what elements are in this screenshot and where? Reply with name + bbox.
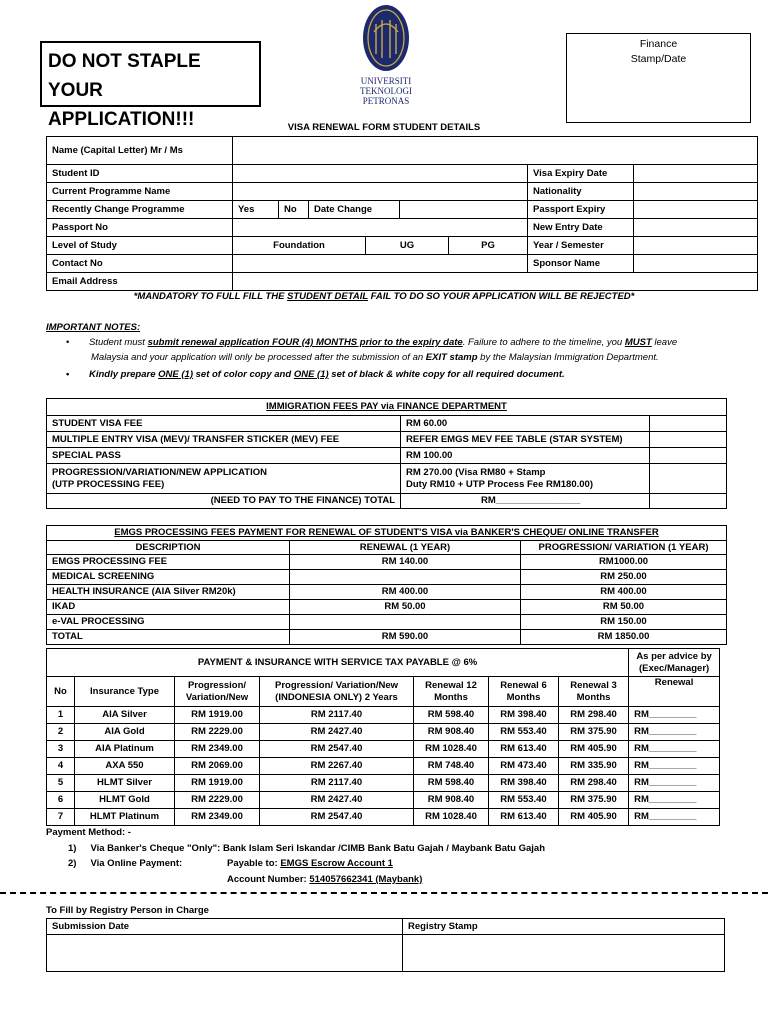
emgs-header: DESCRIPTION <box>47 541 290 555</box>
student-id-input[interactable] <box>233 165 528 183</box>
sponsor-input[interactable] <box>634 255 758 273</box>
emgs-cell: MEDICAL SCREENING <box>47 570 290 585</box>
insurance-cell: AIA Platinum <box>75 741 175 758</box>
fee-check-input[interactable] <box>650 448 727 464</box>
insurance-cell: RM 2117.40 <box>260 775 414 792</box>
advice-line-2: (Exec/Manager) <box>638 662 710 674</box>
header-line: Progression/ Variation/New <box>274 679 398 691</box>
level-label: Level of Study <box>47 237 233 255</box>
insurance-cell: 7 <box>47 809 75 826</box>
payment-method-2 <box>68 858 182 869</box>
note-1-part-b: . Failure to adhere to the timeline, you <box>462 337 625 348</box>
immigration-title: IMMIGRATION FEES PAY via FINANCE DEPARTMENT <box>266 401 507 413</box>
note-2-part-b: set of color copy and <box>192 369 294 380</box>
emgs-cell: RM 1850.00 <box>521 630 727 645</box>
emgs-cell: RM 50.00 <box>521 600 727 615</box>
submission-date-input[interactable] <box>47 935 403 972</box>
insurance-cell: 2 <box>47 724 75 741</box>
recent-change-label: Recently Change Programme <box>47 201 233 219</box>
form-title: VISA RENEWAL FORM STUDENT DETAILS <box>287 122 481 133</box>
insurance-cell: RM 2349.00 <box>175 809 260 826</box>
insurance-header <box>489 677 559 707</box>
insurance-header <box>414 677 489 707</box>
progression-value-line-1: RM 270.00 (Visa RM80 + Stamp <box>406 466 546 478</box>
insurance-cell: 4 <box>47 758 75 775</box>
insurance-row <box>47 792 720 809</box>
emgs-cell: RM 590.00 <box>290 630 521 645</box>
insurance-cell: RM 908.40 <box>414 724 489 741</box>
renewal-input[interactable]: RM_________ <box>629 792 720 809</box>
account-label: Account Number: <box>227 874 310 885</box>
utp-emblem-icon <box>360 2 412 74</box>
fee-check-input[interactable] <box>650 464 727 494</box>
note-1-must: MUST <box>624 337 652 348</box>
registry-stamp-input[interactable] <box>403 935 725 972</box>
method-2-number: 2) <box>68 858 77 869</box>
progression-fee-value <box>401 464 650 494</box>
header-line: Progression/ <box>187 679 247 691</box>
note-1-part-c: leave <box>651 337 678 348</box>
insurance-row <box>47 775 720 792</box>
insurance-cell: RM 298.40 <box>559 707 629 724</box>
renewal-input[interactable]: RM_________ <box>629 707 720 724</box>
note-2-one-a: ONE (1) <box>158 369 193 380</box>
insurance-cell: RM 748.40 <box>414 758 489 775</box>
insurance-header <box>175 677 260 707</box>
emgs-cell: TOTAL <box>47 630 290 645</box>
header-line: Renewal 3 <box>570 679 617 691</box>
insurance-row <box>47 724 720 741</box>
insurance-cell: RM 375.90 <box>559 792 629 809</box>
email-input[interactable] <box>233 273 758 291</box>
insurance-row <box>47 741 720 758</box>
insurance-row <box>47 809 720 826</box>
insurance-cell: RM 298.40 <box>559 775 629 792</box>
immigration-total-label: (NEED TO PAY TO THE FINANCE) TOTAL <box>47 494 401 509</box>
insurance-cell: 5 <box>47 775 75 792</box>
insurance-header <box>260 677 414 707</box>
insurance-cell: RM 2229.00 <box>175 724 260 741</box>
insurance-cell: RM 2547.40 <box>260 809 414 826</box>
header-line: Variation/New <box>185 691 249 703</box>
insurance-cell: HLMT Platinum <box>75 809 175 826</box>
fee-value: RM 100.00 <box>401 448 650 464</box>
emgs-cell: RM 50.00 <box>290 600 521 615</box>
pg-option[interactable]: PG <box>449 237 528 255</box>
payable-to <box>227 858 393 869</box>
insurance-header: No <box>47 677 75 707</box>
insurance-cell: RM 2069.00 <box>175 758 260 775</box>
fee-label: STUDENT VISA FEE <box>47 416 401 432</box>
insurance-title: PAYMENT & INSURANCE WITH SERVICE TAX PAYABLE @ 6% <box>47 649 629 677</box>
emgs-cell: e-VAL PROCESSING <box>47 615 290 630</box>
header-line: Renewal 6 <box>500 679 547 691</box>
progression-label-line-1: PROGRESSION/VARIATION/NEW APPLICATION <box>52 466 267 478</box>
insurance-cell: AXA 550 <box>75 758 175 775</box>
header-line: Renewal 12 <box>425 679 477 691</box>
insurance-cell: RM 2349.00 <box>175 741 260 758</box>
sponsor-label: Sponsor Name <box>528 255 634 273</box>
insurance-cell: RM 598.40 <box>414 707 489 724</box>
year-semester-label: Year / Semester <box>528 237 634 255</box>
insurance-cell: RM 2117.40 <box>260 707 414 724</box>
programme-label: Current Programme Name <box>47 183 233 201</box>
header-line: (INDONESIA ONLY) 2 Years <box>275 691 398 703</box>
insurance-header: Renewal <box>629 677 720 707</box>
note-1-part-a: Student must <box>88 337 148 348</box>
insurance-cell: RM 2229.00 <box>175 792 260 809</box>
passport-expiry-input[interactable] <box>634 201 758 219</box>
emgs-fees-table <box>46 525 727 645</box>
emgs-cell: RM 150.00 <box>521 615 727 630</box>
logo-text-3: PETRONAS <box>362 96 410 106</box>
mandatory-post: FAIL TO DO SO YOUR APPLICATION WILL BE REJECTED* <box>367 291 635 302</box>
fee-check-input[interactable] <box>650 416 727 432</box>
do-not-staple-notice <box>40 41 261 130</box>
method-1-text: Via Banker's Cheque "Only": Bank Islam Seri Iskandar /CIMB Bank Batu Gajah / Maybank Batu Gajah <box>90 843 546 854</box>
payable-value: EMGS Escrow Account 1 <box>280 858 393 869</box>
insurance-cell: RM 1028.40 <box>414 741 489 758</box>
nationality-input[interactable] <box>634 183 758 201</box>
renewal-input[interactable]: RM_________ <box>629 724 720 741</box>
logo-text-2: TEKNOLOGI <box>360 86 412 96</box>
year-semester-input[interactable] <box>634 237 758 255</box>
immigration-fees-table <box>46 398 727 509</box>
note-item-2 <box>66 369 565 380</box>
foundation-option[interactable]: Foundation <box>233 237 366 255</box>
insurance-cell: RM 2267.40 <box>260 758 414 775</box>
emgs-cell: EMGS PROCESSING FEE <box>47 555 290 570</box>
note-1-deadline: submit renewal application FOUR (4) MONTHS prior to the expiry date <box>147 337 463 348</box>
date-change-label: Date Change <box>309 201 400 219</box>
submission-date-label: Submission Date <box>47 919 403 935</box>
progression-value-line-2: Duty RM10 + UTP Process Fee RM180.00) <box>406 478 593 490</box>
insurance-cell: RM 398.40 <box>489 707 559 724</box>
payment-method-1 <box>68 843 545 854</box>
mandatory-note <box>0 291 768 302</box>
insurance-cell: RM 1028.40 <box>414 809 489 826</box>
progression-fee-label <box>47 464 401 494</box>
fee-label: MULTIPLE ENTRY VISA (MEV)/ TRANSFER STICKER (MEV) FEE <box>47 432 401 448</box>
finance-stamp-box <box>566 33 751 123</box>
emgs-title: EMGS PROCESSING FEES PAYMENT FOR RENEWAL OF STUDENT'S VISA via BANKER'S CHEQUE/ ONLINE TRANSFER <box>114 527 659 539</box>
insurance-cell: 1 <box>47 707 75 724</box>
name-label: Name (Capital Letter) Mr / Ms <box>47 137 233 165</box>
insurance-cell: RM 553.40 <box>489 792 559 809</box>
registry-table <box>46 918 725 972</box>
insurance-cell: HLMT Silver <box>75 775 175 792</box>
bullet-icon: • <box>66 337 70 348</box>
new-entry-label: New Entry Date <box>528 219 634 237</box>
name-input[interactable] <box>233 137 758 165</box>
fee-value: REFER EMGS MEV FEE TABLE (STAR SYSTEM) <box>401 432 650 448</box>
note-2-part-a: Kindly prepare <box>88 369 159 380</box>
bullet-icon: • <box>66 369 70 380</box>
stamp-date-label: Stamp/Date <box>630 53 687 65</box>
emgs-cell: RM 140.00 <box>290 555 521 570</box>
advice-line-1: As per advice by <box>636 650 712 662</box>
renewal-input[interactable]: RM_________ <box>629 775 720 792</box>
emgs-cell: RM 250.00 <box>521 570 727 585</box>
mandatory-pre: *MANDATORY TO FULL FILL THE <box>133 291 288 302</box>
insurance-header <box>559 677 629 707</box>
cut-line-divider <box>0 892 768 894</box>
insurance-cell: RM 1919.00 <box>175 707 260 724</box>
student-id-label: Student ID <box>47 165 233 183</box>
registry-stamp-label: Registry Stamp <box>403 919 725 935</box>
insurance-cell: AIA Gold <box>75 724 175 741</box>
mandatory-link: STUDENT DETAIL <box>287 291 368 302</box>
insurance-cell: RM 405.90 <box>559 741 629 758</box>
immigration-total-input[interactable]: RM________________ <box>401 494 650 509</box>
account-value: 514057662341 (Maybank) <box>309 874 423 885</box>
insurance-row <box>47 707 720 724</box>
emgs-cell: RM1000.00 <box>521 555 727 570</box>
notice-line-2: APPLICATION!!! <box>48 109 195 130</box>
method-1-number: 1) <box>68 843 77 854</box>
note-item-1 <box>66 337 677 348</box>
insurance-cell: RM 473.40 <box>489 758 559 775</box>
renewal-input[interactable]: RM_________ <box>629 741 720 758</box>
header-line: Months <box>506 691 541 703</box>
programme-input[interactable] <box>233 183 528 201</box>
logo-text-1: UNIVERSITI <box>360 76 412 86</box>
progression-label-line-2: (UTP PROCESSING FEE) <box>52 478 165 490</box>
insurance-cell: RM 375.90 <box>559 724 629 741</box>
emgs-cell <box>290 615 521 630</box>
insurance-cell: RM 613.40 <box>489 741 559 758</box>
contact-label: Contact No <box>47 255 233 273</box>
contact-input[interactable] <box>233 255 528 273</box>
emgs-cell: RM 400.00 <box>290 585 521 600</box>
insurance-cell: RM 598.40 <box>414 775 489 792</box>
renewal-input[interactable]: RM_________ <box>629 758 720 775</box>
insurance-cell: RM 908.40 <box>414 792 489 809</box>
insurance-cell: AIA Silver <box>75 707 175 724</box>
emgs-cell: IKAD <box>47 600 290 615</box>
emgs-cell: HEALTH INSURANCE (AIA Silver RM20k) <box>47 585 290 600</box>
student-details-table <box>46 136 758 291</box>
new-entry-input[interactable] <box>634 219 758 237</box>
finance-label: Finance <box>639 38 678 50</box>
yes-option[interactable]: Yes <box>233 201 279 219</box>
insurance-row <box>47 758 720 775</box>
insurance-cell: RM 553.40 <box>489 724 559 741</box>
insurance-cell: RM 1919.00 <box>175 775 260 792</box>
insurance-cell: RM 335.90 <box>559 758 629 775</box>
visa-expiry-input[interactable] <box>634 165 758 183</box>
account-number <box>227 874 422 885</box>
emgs-cell <box>290 570 521 585</box>
passport-no-label: Passport No <box>47 219 233 237</box>
emgs-header: PROGRESSION/ VARIATION (1 YEAR) <box>521 541 727 555</box>
header-line: Months <box>576 691 611 703</box>
insurance-header: Insurance Type <box>75 677 175 707</box>
passport-no-input[interactable] <box>233 219 528 237</box>
notice-line-1: DO NOT STAPLE YOUR <box>48 51 201 101</box>
insurance-cell: RM 2547.40 <box>260 741 414 758</box>
visa-expiry-label: Visa Expiry Date <box>528 165 634 183</box>
registry-heading: To Fill by Registry Person in Charge <box>46 905 209 916</box>
header-line: Months <box>434 691 468 703</box>
utp-logo <box>355 2 417 112</box>
note-1-line2-b: by the Malaysian Immigration Department. <box>477 352 659 363</box>
passport-expiry-label: Passport Expiry <box>528 201 634 219</box>
note-1-line2-a: Malaysia and your application will only be processed after the submission of an <box>91 352 426 363</box>
nationality-label: Nationality <box>528 183 634 201</box>
insurance-cell: RM 398.40 <box>489 775 559 792</box>
note-1-exit: EXIT stamp <box>425 352 478 363</box>
method-2-label: Via Online Payment: <box>90 858 183 869</box>
note-item-1-line-2 <box>91 352 659 363</box>
insurance-cell: HLMT Gold <box>75 792 175 809</box>
important-notes-heading: IMPORTANT NOTES: <box>46 322 141 333</box>
insurance-cell: 3 <box>47 741 75 758</box>
date-change-input[interactable] <box>400 201 528 219</box>
fee-check-input[interactable] <box>650 494 727 509</box>
insurance-table <box>46 648 720 826</box>
note-2-one-b: ONE (1) <box>293 369 329 380</box>
fee-value: RM 60.00 <box>401 416 650 432</box>
fee-label: SPECIAL PASS <box>47 448 401 464</box>
emgs-header: RENEWAL (1 YEAR) <box>290 541 521 555</box>
emgs-cell: RM 400.00 <box>521 585 727 600</box>
insurance-cell: RM 405.90 <box>559 809 629 826</box>
email-label: Email Address <box>47 273 233 291</box>
note-2-part-c: set of black & white copy for all required document. <box>328 369 565 380</box>
no-option[interactable]: No <box>279 201 309 219</box>
insurance-cell: RM 613.40 <box>489 809 559 826</box>
insurance-cell: 6 <box>47 792 75 809</box>
advice-header <box>629 649 720 677</box>
insurance-cell: RM 2427.40 <box>260 792 414 809</box>
fee-check-input[interactable] <box>650 432 727 448</box>
payment-method-heading: Payment Method: - <box>46 827 131 838</box>
ug-option[interactable]: UG <box>366 237 449 255</box>
payable-label: Payable to: <box>227 858 281 869</box>
renewal-input[interactable]: RM_________ <box>629 809 720 826</box>
insurance-cell: RM 2427.40 <box>260 724 414 741</box>
